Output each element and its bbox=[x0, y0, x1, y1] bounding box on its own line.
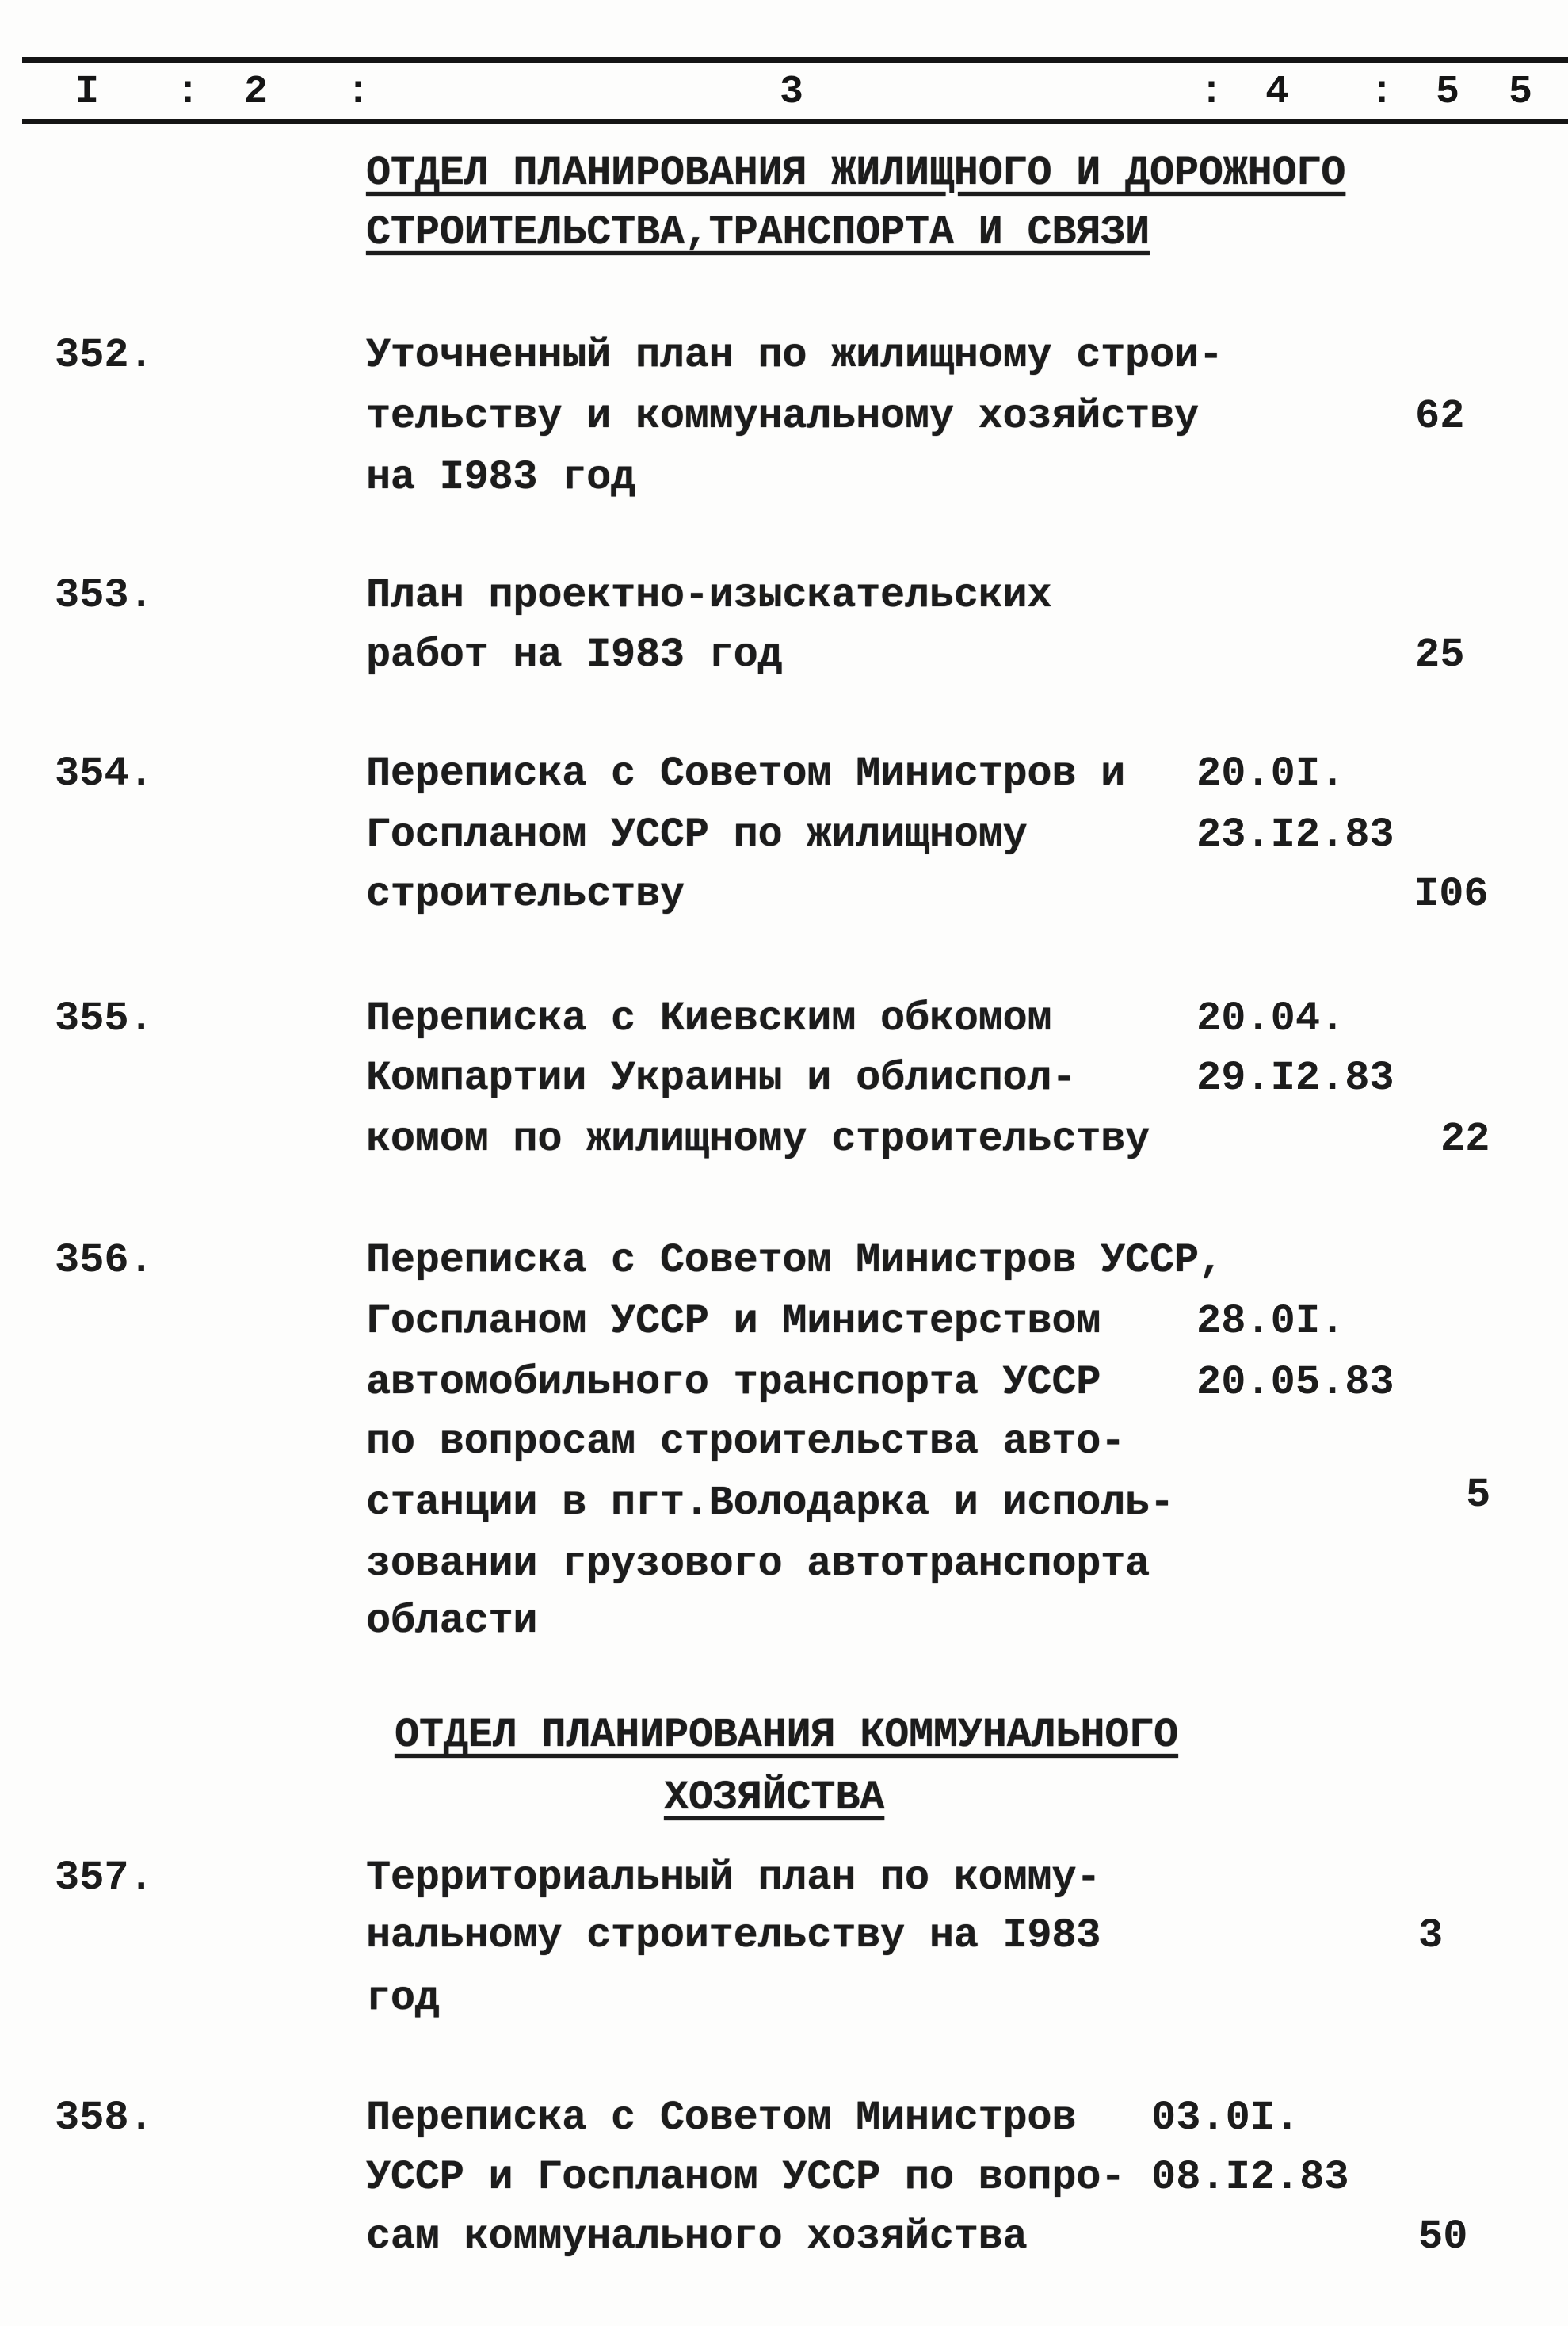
entry-sheet-count: I06 bbox=[1414, 871, 1489, 918]
entry-number: 358. bbox=[55, 2095, 154, 2141]
header-col-3: 3 bbox=[780, 70, 804, 115]
header-separator: : bbox=[1370, 70, 1394, 115]
section-title-line: ОТДЕЛ ПЛАНИРОВАНИЯ ЖИЛИЩНОГО И ДОРОЖНОГО bbox=[366, 150, 1346, 197]
header-separator: : bbox=[346, 70, 371, 115]
entry-title-line: комом по жилищному строительству bbox=[366, 1116, 1150, 1163]
entry-title-line: План проектно-изыскательских bbox=[366, 572, 1052, 619]
section-title-line: ХОЗЯЙСТВА bbox=[664, 1774, 885, 1821]
entry-title-line: зовании грузового автотранспорта bbox=[366, 1541, 1150, 1587]
entry-number: 353. bbox=[55, 572, 154, 619]
header-col-5-extra: 5 bbox=[1509, 70, 1533, 115]
entry-date-end: 23.I2.83 bbox=[1196, 812, 1394, 858]
entry-number: 356. bbox=[55, 1237, 154, 1284]
entry-title-line: Переписка с Советом Министров УССР, bbox=[366, 1237, 1223, 1284]
entry-title-line: станции в пгт.Володарка и исполь- bbox=[366, 1480, 1174, 1526]
header-separator: : bbox=[1200, 70, 1224, 115]
entry-title-line: по вопросам строительства авто- bbox=[366, 1419, 1126, 1465]
entry-title-line: Госпланом УССР по жилищному bbox=[366, 812, 1028, 858]
entry-sheet-count: 62 bbox=[1415, 393, 1465, 440]
header-col-2: 2 bbox=[244, 70, 269, 115]
header-col-1: I bbox=[75, 70, 100, 115]
entry-number: 355. bbox=[55, 995, 154, 1042]
entry-title-line: УССР и Госпланом УССР по вопро- bbox=[366, 2154, 1126, 2201]
entry-number: 354. bbox=[55, 751, 154, 797]
entry-sheet-count: 22 bbox=[1440, 1116, 1490, 1163]
entry-title-line: строительству bbox=[366, 871, 685, 918]
entry-title-line: работ на I983 год bbox=[366, 632, 783, 678]
entry-title-line: год bbox=[366, 1975, 440, 2022]
entry-title-line: нальному строительству на I983 bbox=[366, 1912, 1101, 1959]
entry-date-start: 20.0I. bbox=[1196, 751, 1345, 797]
section-title-line: СТРОИТЕЛЬСТВА,ТРАНСПОРТА И СВЯЗИ bbox=[366, 209, 1150, 256]
entry-title-line: Госпланом УССР и Министерством bbox=[366, 1298, 1101, 1345]
entry-date-start: 28.0I. bbox=[1196, 1298, 1345, 1345]
entry-date-end: 29.I2.83 bbox=[1196, 1055, 1394, 1102]
entry-sheet-count: 25 bbox=[1415, 632, 1465, 678]
entry-title-line: на I983 год bbox=[366, 454, 635, 501]
entry-title-line: Уточненный план по жилищному строи- bbox=[366, 332, 1223, 379]
entry-title-line: Переписка с Киевским обкомом bbox=[366, 995, 1052, 1042]
header-bottom-rule bbox=[22, 119, 1568, 124]
entry-number: 357. bbox=[55, 1854, 154, 1901]
entry-sheet-count: 3 bbox=[1418, 1912, 1444, 1959]
header-col-4: 4 bbox=[1265, 70, 1290, 115]
entry-sheet-count: 5 bbox=[1466, 1472, 1491, 1518]
entry-title-line: области bbox=[366, 1598, 538, 1644]
entry-title-line: сам коммунального хозяйства bbox=[366, 2213, 1028, 2260]
entry-date-end: 08.I2.83 bbox=[1151, 2154, 1349, 2201]
entry-title-line: Переписка с Советом Министров и bbox=[366, 751, 1126, 797]
header-col-5: 5 bbox=[1436, 70, 1460, 115]
header-separator: : bbox=[176, 70, 200, 115]
header-top-rule bbox=[22, 57, 1568, 63]
entry-date-end: 20.05.83 bbox=[1196, 1359, 1394, 1406]
section-title-line: ОТДЕЛ ПЛАНИРОВАНИЯ КОММУНАЛЬНОГО bbox=[395, 1712, 1178, 1759]
entry-date-start: 03.0I. bbox=[1151, 2095, 1300, 2141]
entry-number: 352. bbox=[55, 332, 154, 379]
entry-title-line: тельству и коммунальному хозяйству bbox=[366, 393, 1199, 440]
entry-sheet-count: 50 bbox=[1418, 2213, 1468, 2260]
entry-title-line: Территориальный план по комму- bbox=[366, 1854, 1101, 1901]
entry-title-line: автомобильного транспорта УССР bbox=[366, 1359, 1101, 1406]
entry-title-line: Переписка с Советом Министров bbox=[366, 2095, 1077, 2141]
entry-title-line: Компартии Украины и облиспол- bbox=[366, 1055, 1077, 1102]
entry-date-start: 20.04. bbox=[1196, 995, 1345, 1042]
